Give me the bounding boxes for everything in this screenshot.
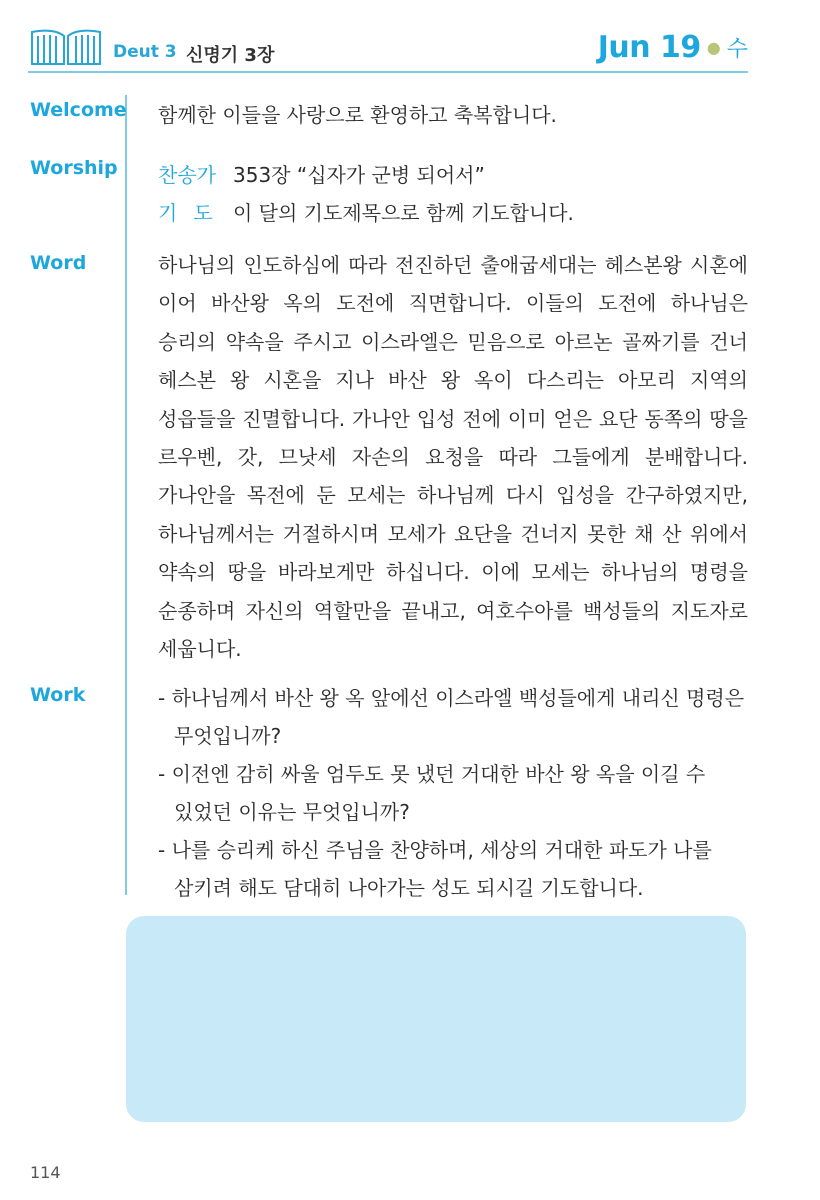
header-divider [28, 71, 748, 73]
prayer-key: 기도 [158, 201, 229, 225]
word-label: Word [30, 252, 87, 274]
separator-dot: ● [706, 38, 721, 57]
book-reference-korean: 신명기 3장 [186, 45, 275, 66]
work-questions [158, 679, 748, 907]
date: Jun 19 [597, 30, 701, 65]
worship-label: Worship [30, 157, 118, 179]
page-header [28, 22, 748, 72]
welcome-label: Welcome [30, 99, 127, 121]
book-reference: Deut 3 [113, 42, 177, 62]
prayer-value: 이 달의 기도제목으로 함께 기도합니다. [233, 201, 574, 225]
word-passage: 하나님의 인도하심에 따라 전진하던 출애굽세대는 헤스본왕 시혼에 이어 바산왕 옥의 도전에 직면합니다. 이들의 도전에 하나님은 승리의 약속을 주시고 이스라엘은 믿음으로 아르논 골짜기를 건너 헤스본 왕 시혼을 지나 바산 왕 옥이 다스리는 아모리 지역의 성읍들을 진멸합니다. 가나안 입성 전에 이미 얻은 요단 동쪽의 땅을 르우벤, 갓, 므낫세 자손의 요청을 따라 그들에게 분배합니다. 가나안을 목전에 둔 모세는 하나님께 다시 입성을 간구하였지만, 하나님께서는 거절하시며 모세가 요단을 건너지 못한 채 산 위에서 약속의 땅을 바라보게만 하십니다. 이에 모세는 하나님의 명령을 순종하며 자신의 역할만을 끝내고, 여호수아를 백성들의 지도자로 세웁니다. [158, 253, 748, 662]
list-item: - 하나님께서 바산 왕 옥 앞에선 이스라엘 백성들에게 내리신 명령은 무엇입니까? [158, 686, 745, 748]
list-item: - 이전엔 감히 싸울 엄두도 못 냈던 거대한 바산 왕 옥을 이길 수 있었던 이유는 무엇입니까? [158, 762, 706, 824]
page-number: 114 [30, 1163, 61, 1182]
open-book-icon [28, 22, 104, 68]
work-label: Work [30, 684, 86, 706]
hymn-row [158, 159, 485, 188]
welcome-text: 함께한 이들을 사랑으로 환영하고 축복합니다. [158, 103, 557, 127]
weekday: 수 [726, 37, 748, 62]
date-block [598, 30, 748, 65]
hymn-value: 353장 “십자가 군병 되어서” [233, 163, 485, 187]
hymn-key: 찬송가 [158, 163, 216, 187]
list-item: - 나를 승리케 하신 주님을 찬양하며, 세상의 거대한 파도가 나를 삼키려 해도 담대히 나아가는 성도 되시길 기도합니다. [158, 838, 712, 900]
memo-box[interactable] [126, 916, 746, 1122]
section-divider [125, 95, 127, 895]
prayer-row [158, 197, 574, 226]
